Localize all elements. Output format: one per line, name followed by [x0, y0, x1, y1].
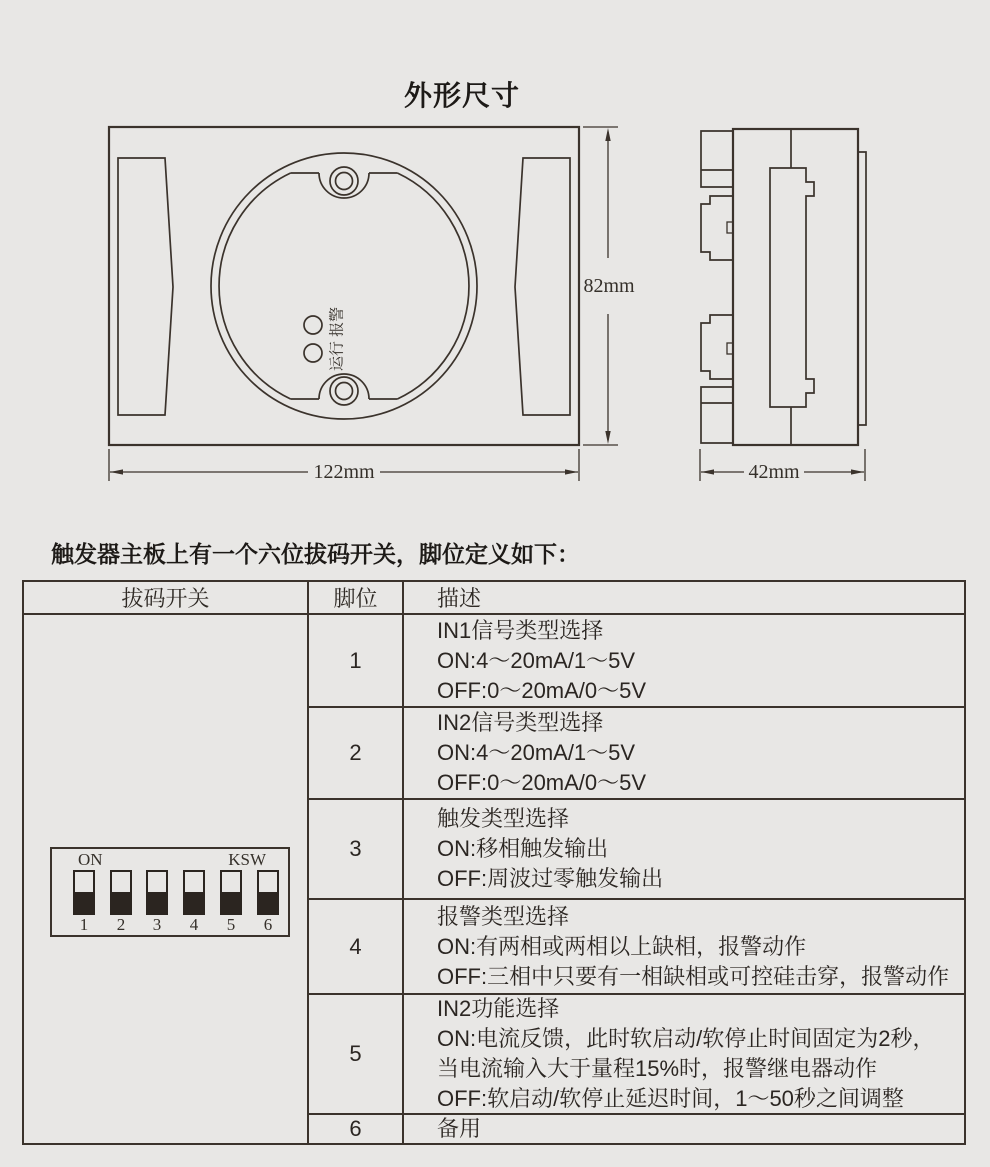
description-line: 备用	[437, 1116, 482, 1141]
switch-handle	[148, 892, 166, 913]
dip-switch-3	[146, 870, 168, 915]
switch-number: 1	[79, 915, 89, 934]
width-dimension-label: 122mm	[313, 461, 375, 483]
table-header-switch: 拔码开关	[121, 586, 210, 611]
table-header-description: 描述	[402, 582, 964, 613]
description-pin-6	[402, 1113, 964, 1143]
page-title: 外形尺寸	[404, 80, 521, 111]
description-line: ON:电流反馈，此时软启动/软停止时间固定为2秒，	[437, 1026, 935, 1051]
description-line: IN2功能选择	[437, 996, 560, 1021]
switch-handle	[75, 892, 93, 913]
pin-number-2: 2	[307, 706, 402, 798]
description-line: 当电流输入大于量程15%时，报警继电器动作	[437, 1056, 878, 1081]
description-line: IN2信号类型选择	[437, 710, 604, 735]
description-line: 报警类型选择	[437, 903, 570, 929]
switch-handle	[222, 892, 240, 913]
description-pin-1	[402, 613, 964, 706]
description-line: OFF:0～20mA/0～5V	[437, 770, 647, 795]
description-line: ON:4～20mA/1～5V	[437, 647, 636, 673]
switch-number: 6	[263, 915, 273, 934]
description-line: IN1信号类型选择	[437, 617, 604, 643]
dip-switch-graphic	[50, 847, 290, 937]
switch-handle	[259, 892, 277, 913]
right-slot	[515, 158, 570, 415]
pin-number-6: 6	[307, 1113, 402, 1143]
switch-number: 5	[226, 915, 236, 934]
pin-number-3: 3	[307, 798, 402, 898]
switch-number: 4	[189, 915, 199, 934]
description-pin-4	[402, 898, 964, 993]
dip-switch-1	[73, 870, 95, 915]
height-dimension-label: 82mm	[583, 275, 635, 297]
width-dimension	[109, 449, 579, 483]
pin-number-4: 4	[307, 898, 402, 993]
terminal-block-1	[701, 131, 733, 187]
dimension-drawings	[0, 0, 990, 510]
description-line: OFF:三相中只要有一相缺相或可控硅击穿，报警动作	[437, 963, 950, 989]
dip-switch-table	[22, 580, 966, 1145]
led-labels: 运行 报警	[328, 306, 346, 372]
switch-handle	[185, 892, 203, 913]
left-slot	[118, 158, 173, 415]
switch-number: 2	[116, 915, 126, 934]
dip-switch-2	[110, 870, 132, 915]
description-line: ON:4～20mA/1～5V	[437, 740, 636, 765]
switch-handle	[112, 892, 130, 913]
description-line: OFF:周波过零触发输出	[437, 866, 664, 891]
dip-model-label: KSW	[228, 850, 266, 869]
description-line: ON:移相触发输出	[437, 836, 609, 861]
alarm-led	[304, 316, 322, 334]
dip-switch-graphic-cell	[24, 613, 307, 1143]
rear-rail	[858, 152, 866, 425]
dip-switch-4	[183, 870, 205, 915]
dip-on-label: ON	[78, 850, 103, 869]
inner-ring-left	[219, 173, 291, 399]
terminal-block-3	[701, 315, 733, 379]
description-pin-3	[402, 798, 964, 898]
description-pin-5	[402, 993, 964, 1113]
description-line: ON:有两相或两相以上缺相，报警动作	[437, 933, 807, 959]
dip-switch-6	[257, 870, 279, 915]
depth-dimension	[700, 449, 865, 483]
description-line: OFF:软启动/软停止延迟时间，1～50秒之间调整	[437, 1086, 904, 1111]
description-line: 触发类型选择	[437, 806, 570, 831]
description-pin-2	[402, 706, 964, 798]
switch-number: 3	[152, 915, 162, 934]
inner-ring-right	[397, 173, 469, 399]
front-view-drawing	[109, 127, 579, 445]
pin-number-5: 5	[307, 993, 402, 1113]
din-rail-slot	[770, 168, 814, 407]
depth-dimension-label: 42mm	[748, 461, 800, 483]
description-line: OFF:0～20mA/0～5V	[437, 677, 647, 703]
table-header-pin: 脚位	[307, 582, 402, 613]
side-view-drawing	[701, 129, 866, 445]
dip-switch-5	[220, 870, 242, 915]
terminal-block-2	[701, 196, 733, 260]
top-mounting-hole	[330, 167, 358, 195]
bottom-mounting-hole	[330, 377, 358, 405]
terminal-block-4	[701, 387, 733, 443]
outer-circle	[211, 153, 477, 419]
run-led	[304, 344, 322, 362]
pin-number-1: 1	[307, 613, 402, 706]
height-dimension	[583, 127, 635, 445]
intro-text: 触发器主板上有一个六位拔码开关，脚位定义如下：	[51, 541, 580, 567]
